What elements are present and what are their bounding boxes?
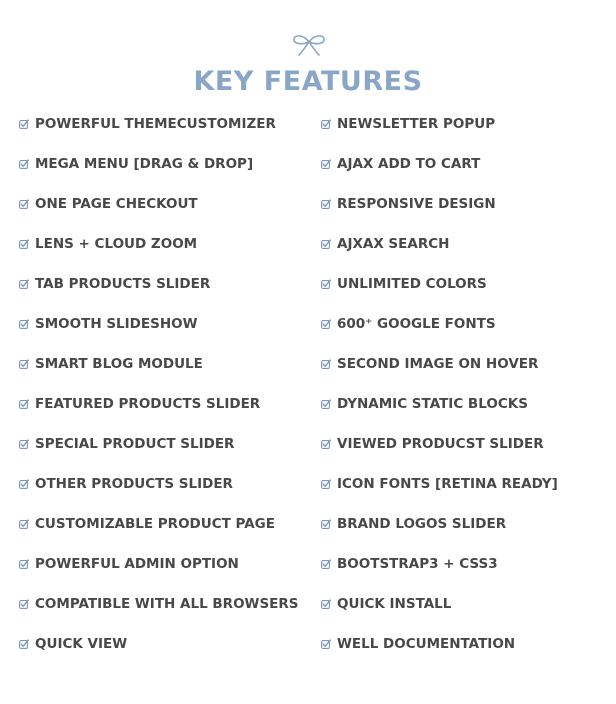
feature-label: POWERFUL ADMIN OPTION: [35, 556, 239, 572]
feature-label: POWERFUL THEMECUSTOMIZER: [35, 116, 276, 132]
feature-label: RESPONSIVE DESIGN: [337, 196, 496, 212]
feature-label: AJXAX SEARCH: [337, 236, 450, 252]
feature-item: [19, 624, 299, 664]
checkbox-check-icon: [19, 639, 29, 649]
checkbox-check-icon: [321, 159, 331, 169]
page-title: KEY FEATURES: [193, 66, 423, 97]
checkbox-check-icon: [321, 559, 331, 569]
checkbox-check-icon: [19, 199, 29, 209]
feature-item: [321, 104, 558, 144]
checkbox-check-icon: [19, 519, 29, 529]
header: [0, 0, 616, 110]
bow-icon: [292, 33, 326, 57]
feature-label: MEGA MENU [DRAG & DROP]: [35, 156, 254, 172]
checkbox-check-icon: [19, 559, 29, 569]
feature-item: [19, 464, 299, 504]
feature-label: CUSTOMIZABLE PRODUCT PAGE: [35, 516, 275, 532]
feature-label: QUICK VIEW: [35, 636, 128, 652]
checkbox-check-icon: [19, 119, 29, 129]
feature-item: [321, 144, 558, 184]
feature-item: [321, 304, 558, 344]
checkbox-check-icon: [19, 239, 29, 249]
feature-item: [19, 584, 299, 624]
checkbox-check-icon: [19, 439, 29, 449]
feature-item: [19, 184, 299, 224]
feature-item: [19, 144, 299, 184]
feature-item: [321, 584, 558, 624]
feature-item: [321, 464, 558, 504]
features-column-left: [19, 104, 299, 664]
feature-item: [19, 424, 299, 464]
checkbox-check-icon: [19, 359, 29, 369]
checkbox-check-icon: [19, 599, 29, 609]
checkbox-check-icon: [321, 239, 331, 249]
feature-item: [321, 344, 558, 384]
checkbox-check-icon: [19, 399, 29, 409]
feature-item: [321, 384, 558, 424]
feature-item: [321, 224, 558, 264]
feature-label: QUICK INSTALL: [337, 596, 452, 612]
checkbox-check-icon: [321, 639, 331, 649]
feature-label: BOOTSTRAP3 + CSS3: [337, 556, 498, 572]
feature-label: TAB PRODUCTS SLIDER: [35, 276, 211, 292]
checkbox-check-icon: [19, 319, 29, 329]
feature-item: [19, 344, 299, 384]
feature-item: [19, 304, 299, 344]
feature-item: [321, 624, 558, 664]
feature-item: [19, 104, 299, 144]
checkbox-check-icon: [19, 479, 29, 489]
feature-label: FEATURED PRODUCTS SLIDER: [35, 396, 261, 412]
feature-label: COMPATIBLE WITH ALL BROWSERS: [35, 596, 299, 612]
checkbox-check-icon: [321, 319, 331, 329]
feature-item: [19, 544, 299, 584]
checkbox-check-icon: [321, 119, 331, 129]
feature-item: [321, 544, 558, 584]
feature-label: SMART BLOG MODULE: [35, 356, 203, 372]
checkbox-check-icon: [321, 199, 331, 209]
checkbox-check-icon: [321, 599, 331, 609]
feature-label: NEWSLETTER POPUP: [337, 116, 496, 132]
checkbox-check-icon: [321, 359, 331, 369]
feature-label: 600⁺ GOOGLE FONTS: [337, 316, 496, 332]
feature-item: [321, 424, 558, 464]
feature-label: OTHER PRODUCTS SLIDER: [35, 476, 233, 492]
feature-label: VIEWED PRODUCST SLIDER: [337, 436, 544, 452]
feature-label: ICON FONTS [RETINA READY]: [337, 476, 558, 492]
checkbox-check-icon: [321, 439, 331, 449]
feature-item: [19, 224, 299, 264]
feature-label: BRAND LOGOS SLIDER: [337, 516, 507, 532]
checkbox-check-icon: [19, 279, 29, 289]
feature-item: [19, 264, 299, 304]
feature-label: SMOOTH SLIDESHOW: [35, 316, 198, 332]
checkbox-check-icon: [321, 399, 331, 409]
feature-label: AJAX ADD TO CART: [337, 156, 481, 172]
features-column-right: [321, 104, 558, 664]
feature-label: LENS + CLOUD ZOOM: [35, 236, 198, 252]
feature-item: [321, 184, 558, 224]
feature-item: [321, 264, 558, 304]
feature-label: SPECIAL PRODUCT SLIDER: [35, 436, 235, 452]
feature-item: [19, 504, 299, 544]
feature-item: [19, 384, 299, 424]
checkbox-check-icon: [19, 159, 29, 169]
checkbox-check-icon: [321, 279, 331, 289]
checkbox-check-icon: [321, 479, 331, 489]
feature-label: SECOND IMAGE ON HOVER: [337, 356, 539, 372]
feature-label: UNLIMITED COLORS: [337, 276, 487, 292]
feature-label: WELL DOCUMENTATION: [337, 636, 516, 652]
feature-label: DYNAMIC STATIC BLOCKS: [337, 396, 528, 412]
feature-label: ONE PAGE CHECKOUT: [35, 196, 198, 212]
checkbox-check-icon: [321, 519, 331, 529]
feature-item: [321, 504, 558, 544]
